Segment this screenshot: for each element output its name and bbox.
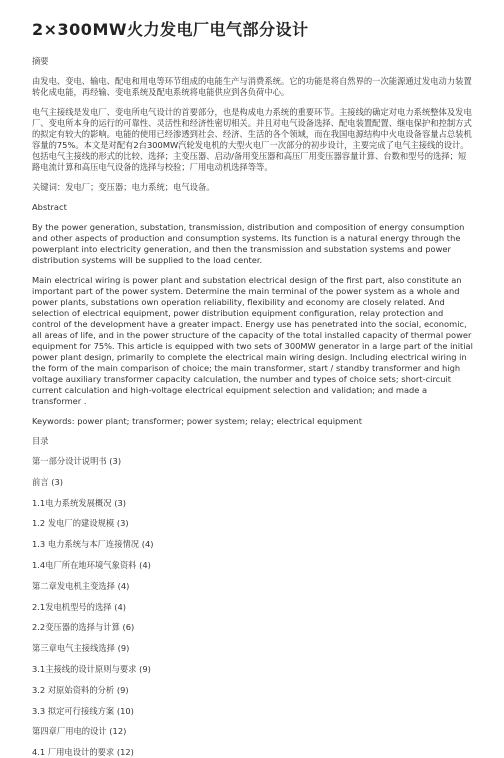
keywords-en: Keywords: power plant; transformer; power system; relay; electrical equipment bbox=[32, 416, 363, 426]
toc-entry[interactable]: 前言 (3) bbox=[32, 476, 63, 487]
toc-entry[interactable]: 1.3 电力系统与本厂连接情况 (4) bbox=[32, 539, 154, 550]
abstract-cn-paragraph-2: 电气主接线是发电厂、变电所电气设计的首要部分，也是构成电力系统的重要环节。主接线的确定对电力系统整体及发电厂、变电所本身的运行的可靠性、灵活性和经济性密切相关。并且对电气设备选择、配电装置配置、继电保护和控制方式的拟定有较大的影响。电能的使用已经渗透到社会、经济、生活的各个领域，而在我国电源结构中火电设备容量占总装机容量的75%。本文是对配有2台300MW汽轮发电机的大型火电厂一次部分的初步设计，主要完成了电气主接线的设计。包括电气主接线的形式的比较、选择；主变压器、启动/备用变压器和高压厂用变压器容量计算、台数和型号的选择；短路电流计算和高压电气设备的选择与校验；厂用电动机选择等等。 bbox=[32, 107, 472, 172]
document-title: 2×300MW火力发电厂电气部分设计 bbox=[32, 20, 309, 39]
toc-entry[interactable]: 第一部分设计说明书 (3) bbox=[32, 456, 122, 466]
abstract-en-paragraph-1: By the power generation, substation, transmission, distribution and composition of energy consumption and other aspects of production and consumption systems. Its function is a natural energy through the powerplant into electricity generation, and then the transmission and substation systems and power distribution systems will be supplied to the load center. bbox=[32, 222, 465, 265]
keywords-cn: 关键词：发电厂；变压器；电力系统；电气设备。 bbox=[32, 182, 215, 192]
toc-entry[interactable]: 3.3 拟定可行接线方案 (10) bbox=[32, 705, 134, 716]
toc-entry[interactable]: 2.1发电机型号的选择 (4) bbox=[32, 601, 126, 612]
toc-entry[interactable]: 2.2变压器的选择与计算 (6) bbox=[32, 622, 135, 633]
abstract-cn-paragraph-1: 由发电、变电、输电、配电和用电等环节组成的电能生产与消费系统。它的功能是将自然界的一次能源通过发电动力装置转化成电能，再经输、变电系统及配电系统将电能供应到各负荷中心。 bbox=[32, 76, 472, 97]
toc-entry[interactable]: 4.1 厂用电设计的要求 (12) bbox=[32, 747, 134, 758]
abstract-cn-label: 摘要 bbox=[32, 56, 49, 66]
toc-entry[interactable]: 第四章厂用电的设计 (12) bbox=[32, 726, 127, 737]
toc-entry[interactable]: 第三章电气主接线选择 (9) bbox=[32, 643, 130, 654]
toc-entry[interactable]: 3.1主接线的设计原则与要求 (9) bbox=[32, 663, 151, 674]
toc-label: 目录 bbox=[32, 436, 49, 446]
toc-entry[interactable]: 第二章发电机主变选择 (4) bbox=[32, 580, 130, 591]
toc-entry[interactable]: 1.2 发电厂的建设规模 (3) bbox=[32, 518, 129, 529]
abstract-en-paragraph-2: Main electrical wiring is power plant and substation electrical design of the first part, also constitute an important part of the power system. Determine the main terminal of the power system as a whole and power plants, substations own operation reliability, flexibility and economy are closely related. And selection of electrical equipment, power distribution equipment configuration, relay protection and control of the development have a greater impact. Energy use has penetrated into the social, economic, all areas of life, and in the power structure of the capacity of the total installed capacity of thermal power equipment for 75%. This article is equipped with two sets of 300MW generator in a large part of the initial power plant design, primarily to complete the electrical main wiring design. Including electrical wiring in the form of the main comparison of choice; the main transformer, start / standby transformer and high voltage auxiliary transformer capacity calculation, the number and types of choice sets; short-circuit current calculation and high-voltage electrical equipment selection and validation; and made a transformer . bbox=[32, 275, 473, 406]
abstract-en-label: Abstract bbox=[32, 202, 67, 212]
toc-entry[interactable]: 1.4电厂所在地环境气象资料 (4) bbox=[32, 559, 151, 570]
toc-entry[interactable]: 3.2 对原始资料的分析 (9) bbox=[32, 684, 129, 695]
toc-entry[interactable]: 1.1电力系统发展概况 (3) bbox=[32, 497, 126, 508]
